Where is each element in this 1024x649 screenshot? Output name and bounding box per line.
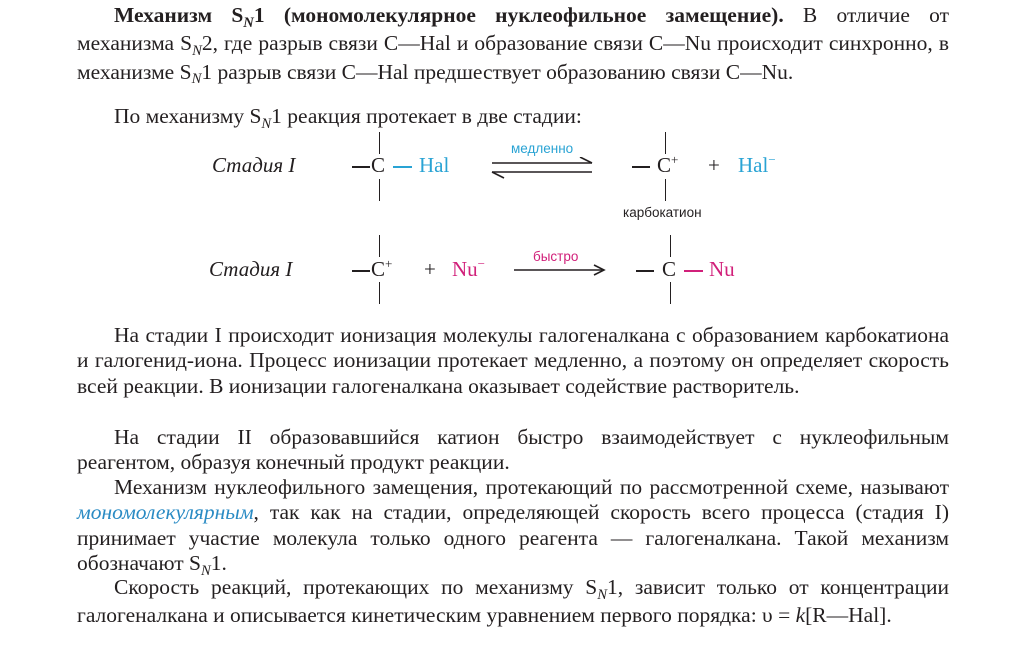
paragraph-stage1-ionization: На стадии I происходит ионизация молекулы галогеналкана с образованием карбокатиона и галогенид-иона. Процесс ионизации протекает медленно, а поэтому он определяет скорость всей реакции. В ионизации галогеналкана оказывает содействие растворитель.	[77, 323, 949, 398]
equilibrium-arrow-icon	[488, 157, 598, 179]
product2-bottom-bond	[670, 282, 671, 304]
product1-bottom-bond	[665, 179, 666, 201]
paragraph-monomolecular: Механизм нуклеофильного замещения, протекающий по рассмотренной схеме, называют мономолекулярным, так как на стадии, определяющей скорость всего процесса (стадия I) принимает участие молекула только одного реагента — галогеналкана. Такой механизм обозначают $S_N1$.	[77, 475, 949, 579]
paragraph-sn1-intro: Механизм $S_N1$ (мономолекулярное нуклеофильное замещение). В отличие от механизма $S_N2$, где разрыв связи C—Hal и образование связи C—Nu происходит синхронно, в механизме $S_N1$ разрыв связи C—Hal предшествует образованию связи C—Nu.	[77, 3, 950, 88]
plus-sign: +	[708, 153, 720, 177]
stage1-label: Стадия I	[212, 153, 296, 177]
stage1-hal: Hal	[419, 153, 450, 177]
product1-left-bond	[632, 166, 650, 168]
halide-ion: Hal−	[738, 152, 776, 177]
stage1-bottom-bond	[379, 179, 380, 201]
stage2-bottom-bond	[379, 282, 380, 304]
stage2-plus-sign: +	[424, 257, 436, 281]
stage1-left-bond	[352, 166, 370, 168]
term-monomolecular: мономолекулярным	[77, 500, 254, 525]
product2-nu-bond	[684, 270, 703, 272]
paragraph-rate-equation: Скорость реакций, протекающих по механизму $S_N1$, зависит только от концентрации галогеналкана и описывается кинетическим уравнением первого порядка: υ = k[R—Hal].	[77, 575, 949, 628]
fast-label: быстро	[533, 249, 579, 264]
stage2-top-bond	[379, 235, 380, 257]
product2-carbon: C	[662, 257, 677, 281]
forward-arrow-icon	[512, 263, 608, 277]
paragraph-two-stages: По механизму $S_N1$ реакция протекает в две стадии:	[114, 104, 582, 132]
stage2-left-bond	[352, 270, 370, 272]
product2-nu: Nu	[709, 257, 735, 281]
stage1-top-bond	[379, 132, 380, 154]
product2-top-bond	[670, 235, 671, 257]
carbocation-label: карбокатион	[623, 205, 702, 220]
paragraph-stage2: На стадии II образовавшийся катион быстро взаимодействует с нуклеофильным реагентом, образуя конечный продукт реакции.	[77, 425, 949, 475]
stage1-hal-bond	[393, 166, 412, 168]
stage2-carbocation: C+	[371, 256, 393, 281]
stage1-carbon: C	[371, 153, 386, 177]
nucleophile-ion: Nu−	[452, 256, 486, 281]
product2-left-bond	[636, 270, 654, 272]
carbocation-carbon: C+	[657, 152, 679, 177]
heading-term: Механизм $S_N1$ (мономолекулярное нуклеофильное замещение).	[114, 3, 784, 31]
stage2-label: Стадия I	[209, 257, 293, 281]
product1-top-bond	[665, 132, 666, 154]
slow-label: медленно	[511, 141, 574, 156]
